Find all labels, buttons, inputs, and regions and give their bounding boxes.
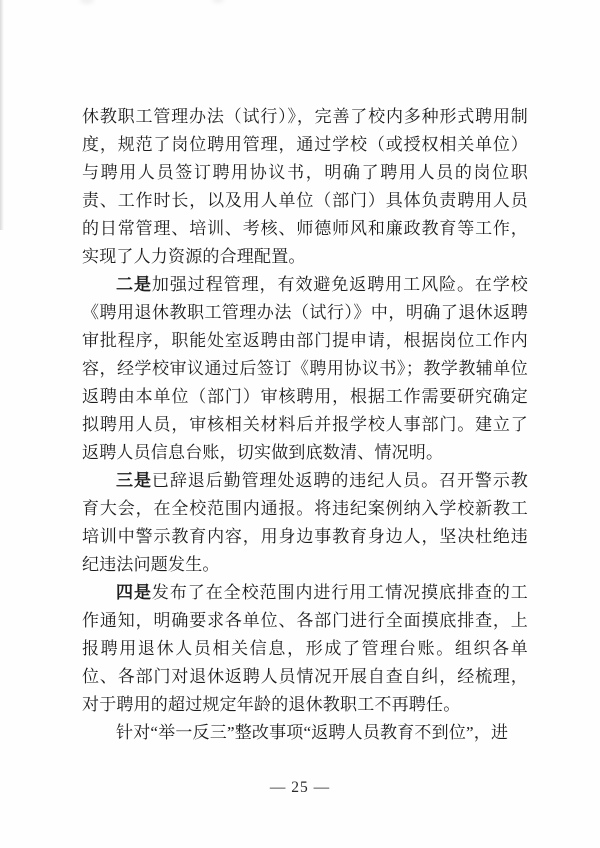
paragraph-point-two [82,271,528,467]
scan-edge-artifact [0,0,4,230]
paragraph-point-three [82,467,528,579]
page-number: — 25 — [269,779,331,796]
paragraph-text: 已辞退后勤管理处返聘的违纪人员。召开警示教育大会，在全校范围内通报。将违纪案例纳入学校新教工培训中警示教育内容，用身边事教育身边人，坚决杜绝违纪违法问题发生。 [82,471,528,574]
paragraph-text: 休教职工管理办法（试行）》，完善了校内多种形式聘用制度，规范了岗位聘用管理，通过学校（或授权相关单位）与聘用人员签订聘用协议书，明确了聘用人员的岗位职责、工作时长，以及用人单位（部门）具体负责聘用人员的日常管理、培训、考核、师德师风和廉政教育等工作，实现了人力资源的合理配置。 [82,107,528,266]
paragraph-text: 加强过程管理，有效避免返聘用工风险。在学校《聘用退休教职工管理办法（试行）》中，明确了退休返聘审批程序，职能处室返聘由部门提申请，根据岗位工作内容，经学校审议通过后签订《聘用协议书》；教学教辅单位返聘由本单位（部门）审核聘用，根据工作需要研究确定拟聘用人员，审核相关材料后并报学校人事部门。建立了返聘人员信息台账，切实做到底数清、情况明。 [82,275,528,462]
paragraph-point-four [82,579,528,719]
paragraph-closing [82,719,528,747]
paragraph-lead: 三是 [116,471,152,490]
scan-smudge [80,0,94,4]
paragraph-text: 发布了在全校范围内进行用工情况摸底排查的工作通知，明确要求各单位、各部门进行全面摸底排查，上报聘用退休人员相关信息，形成了管理台账。组织各单位、各部门对退休返聘人员情况开展自查自纠，经梳理，对于聘用的超过规定年龄的退休教职工不再聘任。 [82,583,528,714]
paragraph-lead: 二是 [116,275,152,294]
scan-smudge [212,0,224,3]
paragraph-continuation [82,103,528,271]
paragraph-text: 针对“举一反三”整改事项“返聘人员教育不到位”，进 [116,723,509,742]
document-body [82,103,528,747]
paragraph-lead: 四是 [116,583,152,602]
page-footer [0,779,600,797]
